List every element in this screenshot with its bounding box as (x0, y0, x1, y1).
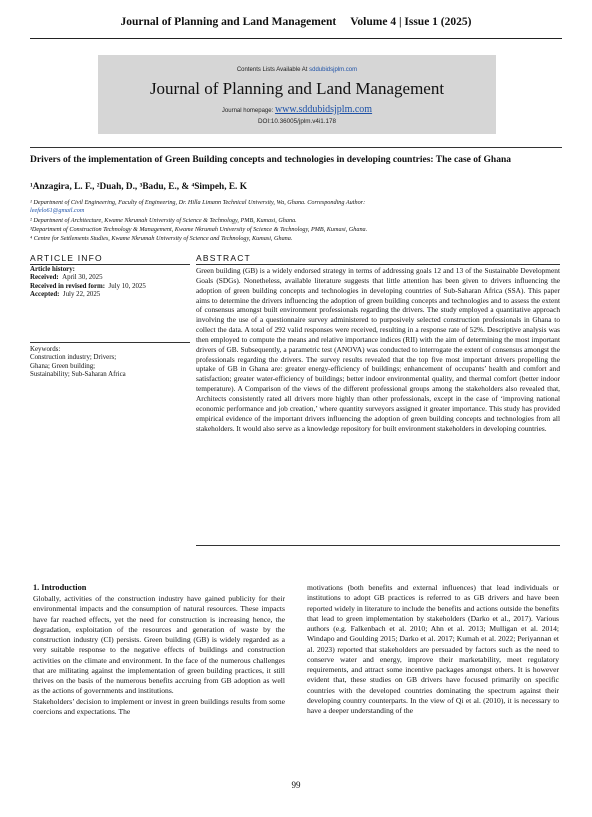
keyword-line: Sustainability; Sub-Saharan Africa (30, 370, 126, 378)
doi: DOI:10.36005/jplm.v4i1.178 (257, 118, 337, 125)
title-divider (30, 147, 562, 148)
keywords-label: Keywords: (30, 346, 61, 353)
abstract-heading: ABSTRACT (196, 253, 251, 263)
running-header (0, 16, 592, 28)
affiliation-1: ¹ Department of Civil Engineering, Faculty of Engineering, Dr. Hilla Limann Technical University, Wa, Ghana. Corresponding Author: (30, 199, 366, 206)
running-header-volume: Volume 4 | Issue 1 (2025) (350, 16, 472, 28)
keyword-line: Construction industry; Drivers; (30, 354, 117, 362)
contents-link[interactable]: sddubidsjplm.com (309, 67, 358, 73)
abstract-text: Green building (GB) is a widely endorsed strategy in terms of addressing goals 12 and 13 of the Sustainable Development Goals (SDGs). Nonetheless, available literature suggests that little attention has been given to drivers influencing the adoption of green building concepts and technologies in developing countries of Sub-Saharan Africa (SSA). This paper aims to determine the drivers influencing the adoption of green building concepts and technologies and to assess the extent of consensus amongst built environment professionals regarding the drivers. The study employed a quantitative approach involving the use of a questionnaire survey administered to purposively selected construction professionals in Ghana to collect the data. A total of 292 valid responses were received, resulting in a response rate of 52%. Descriptive analysis was then employed to compute the means and relative importance indices (RII) with the aim of determining the most important drivers of GB. Subsequently, a parametric test (ANOVA) was conducted to interrogate the extent of consensus amongst the professionals regarding the drivers. The survey results revealed that the top five most important drivers propelling the uptake of GB in Ghana are: greater energy-efficiency of buildings; enhancement of occupants’ health and comfort and satisfaction; greater water-efficiency of buildings; better indoor environmental quality, and thermal comfort (better indoor temperature). A Comparison of the views of the different professional groups among the stakeholders also revealed that, Architects consistently rated all drivers more highly than other professionals, except in the case of ‘improving national economic performance and job creation,’ where quantity surveyors assigned it greater importance. This study has provided empirical evidence of the important drivers influencing the adoption of green building concepts and technologies from all stakeholders. It would also serve as a knowledge repository for built environment stakeholders in developing countries. (196, 266, 560, 433)
contents-line: Contents Lists Available At sddubidsjplm.com (236, 67, 358, 73)
affiliation-4: ⁴ Centre for Settlements Studies, Kwame Nkrumah University of Science and Technology, Kumasi, Ghana. (30, 235, 293, 242)
article-info-rule (30, 264, 190, 265)
affiliation-3: ³Department of Construction Technology & Management, Kwame Nkrumah University of Science & Technology, PMB, Kumasi, Ghana. (30, 226, 368, 233)
keyword-line: Ghana; Green building; (30, 362, 96, 370)
affiliation-2: ² Department of Architecture, Kwame Nkrumah University of Science & Technology, PMB, Kumasi, Ghana. (30, 217, 297, 224)
abstract-rule (196, 264, 560, 265)
intro-left-column (33, 594, 285, 717)
running-header-journal: Journal of Planning and Land Management (120, 16, 337, 28)
article-history: Article history: Received: April 30, 2025 Received in revised form: July 10, 2025 Accepted: July 22, 2025 (30, 266, 146, 298)
page-number: 99 (291, 780, 301, 790)
intro-right-column: motivations (both benefits and external influences) that lead individuals or institutions to adopt GB practices is referred to as GB drivers and have been reported widely in literature to include the benefits and actions outside the benefits that lead to green implementation by stakeholders (Darko et al., 2017). Various authors (e.g. Falkenbach et al. 2010; Ahn et al. 2013; Mulligan et al. 2014; Windapo and Goulding 2015; Darko et al. 2017; Kumah et al. 2022; Periyannan et al. 2023) reported that stakeholders are persuaded by factors such as the need to conserve water and energy, improve their marketability, meet regulatory requirements, and attract some incentive packages amongst others. It is however evident that, these studies on GB drivers have focused primarily on specific countries with the developed countries dominating the spectrum against their developing country counterparts. In the view of Qi et al. (2010), it is necessary to have a deeper understanding of the (307, 583, 559, 715)
revised-date: July 10, 2025 (108, 282, 146, 290)
banner-title: Journal of Planning and Land Management (149, 79, 445, 98)
article-info-heading: ARTICLE INFO (30, 253, 103, 263)
affiliation-email (30, 207, 562, 215)
homepage-link[interactable]: www.sddubidsjplm.com (274, 104, 373, 115)
keywords-block (30, 346, 190, 379)
homepage-line: Journal homepage: www.sddubidsjplm.com (221, 104, 373, 115)
authors: ¹Anzagira, L. F., ²Duah, D., ³Badu, E., & ⁴Simpeh, E. K (30, 182, 247, 192)
intro-heading: 1. Introduction (33, 583, 87, 592)
abstract-bottom-rule (196, 545, 560, 546)
accepted-date: July 22, 2025 (62, 290, 101, 298)
received-date: April 30, 2025 (62, 274, 103, 282)
keywords-rule (30, 342, 190, 343)
intro-paragraph-2: Stakeholders’ decision to implement or invest in green buildings results from some coercions and expectations. The (33, 696, 285, 716)
history-label: Article history: (30, 266, 75, 273)
header-divider (30, 38, 562, 39)
corresponding-email-link[interactable]: leefelo61@gmail.com (30, 207, 85, 214)
paper-title: Drivers of the implementation of Green Building concepts and technologies in developing countries: The case of Ghana (30, 155, 511, 165)
journal-banner (98, 55, 496, 134)
intro-paragraph-1: Globally, activities of the construction industry have gained publicity for their environmental impacts and the consumption of natural resources. These impacts have far reached effects, yet the need for construction is increasing hence, the degradation, exploitation of the resources and generation of waste by the construction industry (CI) persists. Green building (GB) is widely regarded as a very suitable response to the negative effects of buildings and construction activities on the climate and environment. In the face of the numerous challenges that are militating against the implementation of green building practices, it still thrives on the basis of the numerous benefits accruing from GB adoption as well as the actions of governments and institutions. (33, 594, 285, 696)
